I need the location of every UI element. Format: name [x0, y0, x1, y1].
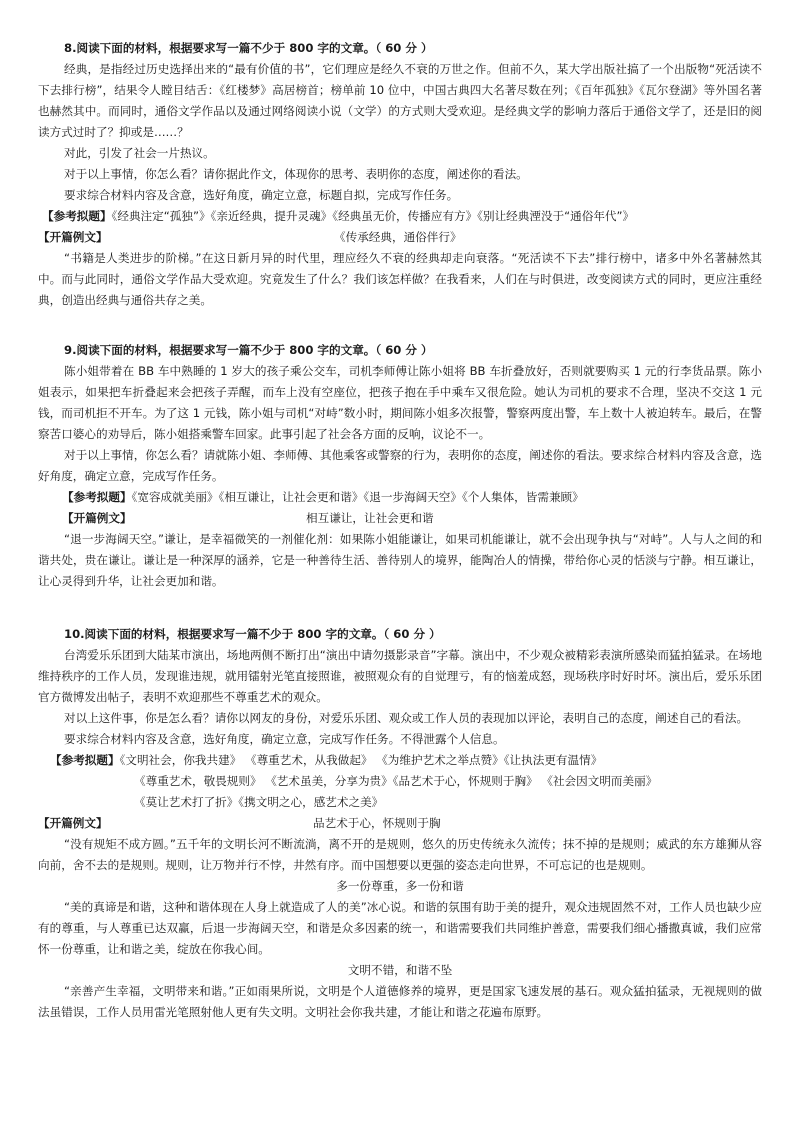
reference-label: 【参考拟题】 — [62, 490, 132, 504]
question-10-reference-titles — [38, 750, 762, 771]
question-10-subtitle-1: 多一份尊重，多一份和谐 — [336, 879, 464, 893]
question-9-title: 9.阅读下面的材料，根据要求写一篇不少于 800 字的文章。（ 60 分 ） — [64, 343, 433, 357]
question-10-example-paragraph-3: “亲善产生幸福，文明带来和谐。”正如雨果所说，文明是个人道德修养的境界，更是国家飞速发展的基石。观众猛拍猛录，无视规则的做法虽错误，工作人员用雷光笔照射他人更有失文明。文明社会你我共建，才能让和谐之花遍布原野。 — [38, 984, 762, 1019]
question-10-requirements: 要求综合材料内容及含意，选好角度，确定立意，完成写作任务。不得泄露个人信息。 — [64, 732, 505, 746]
question-8-title: 8.阅读下面的材料，根据要求写一篇不少于 800 字的文章。（ 60 分 ） — [64, 41, 433, 55]
question-9 — [38, 340, 762, 592]
question-10-title: 10.阅读下面的材料，根据要求写一篇不少于 800 字的文章。（ 60 分 ） — [64, 627, 441, 641]
example-label: 【开篇例文】 — [38, 816, 108, 830]
question-10 — [38, 624, 762, 1023]
question-8 — [38, 38, 762, 311]
question-10-material: 台湾爱乐乐团到大陆某市演出，场地两侧不断打出“演出中请勿摄影录音”字幕。演出中，不少观众被精彩表演所感染而猛拍猛录。在场地维持秩序的工作人员，发现谁违规，就用镭射光笔直接照谁，被照观众有的自觉理亏，有的恼羞成怒，现场秩序时好时坏。演出后，爱乐乐团官方微博发出帖子，表明不欢迎那些不尊重艺术的观众。 — [38, 648, 762, 704]
question-8-material: 经典，是指经过历史选择出来的“最有价值的书”，它们理应是经久不衰的万世之作。但前不久，某大学出版社搞了一个出版物“死活读不下去排行榜”，结果令人瞠目结舌：《红楼梦》高居榜首；榜单前 10 位中，中国古典四大名著尽数在列；《百年孤独》《瓦尔登湖》等外国名著也赫然其中。而同时，通俗文学作品以及通过网络阅读小说（文学）的方式则大受欢迎。是经典文学的影响力落后于通俗文学了，还是旧的阅读方式过时了？抑或是……？ — [38, 62, 762, 139]
question-9-example-text: “退一步海阔天空。”谦让，是幸福微笑的一剂催化剂：如果陈小姐能谦让，如果司机能谦让，就不会出现争执与“对峙”。人与人之间的和谐共处，贵在谦让。谦让是一种深厚的涵养，它是一种善待生活、善待别人的境界，能陶冶人的情操，带给你心灵的恬淡与宁静。相互谦让，让心灵得到升华，让社会更加和谐。 — [38, 532, 762, 588]
example-label: 【开篇例文】 — [62, 511, 132, 525]
question-8-paragraph-2: 对此，引发了社会一片热议。 — [64, 146, 215, 160]
reference-title-list: 《宽容成就美丽》《相互谦让，让社会更和谐》《退一步海阔天空》《个人集体，皆需兼顾》 — [131, 490, 584, 504]
example-title: 品艺术于心，怀规则于胸 — [313, 816, 441, 830]
question-10-paragraph-2: 对以上这件事，你是怎么看？请你以网友的身份，对爱乐乐团、观众或工作人员的表现加以评论，表明自己的态度，阐述自己的看法。 — [64, 711, 749, 725]
question-8-requirements: 要求综合材料内容及含意，选好角度，确定立意，标题自拟，完成写作任务。 — [64, 188, 459, 202]
reference-label: 【参考拟题】 — [42, 209, 112, 223]
question-9-example-header — [38, 508, 762, 529]
question-10-example-paragraph-2: “美的真谛是和谐，这种和谐体现在人身上就造成了人的美”冰心说。和谐的氛围有助于美的提升，观众违规固然不对，工作人员也缺少应有的尊重，与人尊重已达双赢，后退一步海阔天空，和谐是众多因素的统一，和谐需要我们共同维护善意，需要我们细心播撒真诚，我们应常怀一份尊重，让和谐之美，绽放在你我心间。 — [38, 900, 762, 956]
example-label: 【开篇例文】 — [38, 230, 108, 244]
question-10-subtitle-2: 文明不错，和谐不坠 — [347, 963, 453, 977]
question-9-requirements: 对于以上事情，你怎么看？请就陈小姐、李师傅、其他乘客或警察的行为，表明你的态度，阐述你的看法。要求综合材料内容及含意，选好角度，确定立意，完成写作任务。 — [38, 448, 762, 483]
question-8-paragraph-3: 对于以上事情，你怎么看？请你据此作文，体现你的思考、表明你的态度，阐述你的看法。 — [64, 167, 528, 181]
reference-title-line-1: 《文明社会，你我共建》 《尊重艺术，从我做起》 《为维护艺术之举点赞》《让执法更有温情》 — [119, 753, 603, 767]
reference-title-list: 《经典注定“孤独”》《亲近经典，提升灵魂》《经典虽无价，传播应有方》《别让经典湮没于“通俗年代”》 — [111, 209, 635, 223]
question-8-reference-titles — [38, 206, 762, 227]
question-9-reference-titles — [38, 487, 762, 508]
question-10-reference-line-2: 《尊重艺术，敬畏规则》 《艺术虽美，分享为贵》《品艺术于心，怀规则于胸》 《社会因文明而美丽》 — [134, 774, 658, 788]
question-10-reference-line-3: 《莫让艺术打了折》《携文明之心，感艺术之美》 — [134, 795, 384, 809]
question-10-example-header — [38, 813, 762, 834]
question-8-example-text: “书籍是人类进步的阶梯。”在这日新月异的时代里，理应经久不衰的经典却走向衰落。“死活读不下去”排行榜中，诸多中外名著赫然其中。而与此同时，通俗文学作品大受欢迎。究竟发生了什么？我们该怎样做？在我看来，人们在与时俱进，改变阅读方式的同时，更应注重经典，创造出经典与通俗共存之美。 — [38, 251, 762, 307]
example-title: 《传承经典，通俗伴行》 — [334, 230, 462, 244]
question-9-material: 陈小姐带着在 BB 车中熟睡的 1 岁大的孩子乘公交车，司机李师傅让陈小姐将 BB 车折叠放好，否则就要购买 1 元的行李货品票。陈小姐表示，如果把车折叠起来会把孩子弄醒，而车上没有空座位，把孩子抱在手中乘车又很危险。她认为司机的要求不合理，坚决不交这 1 元钱，而司机拒不开车。为了这 1 元钱，陈小姐与司机“对峙”数小时，期间陈小姐多次报警，警察两度出警，车上数十人被迫转车。最后，在警察苦口婆心的劝导后，陈小姐搭乘警车回家。此事引起了社会各方面的反响，议论不一。 — [38, 364, 762, 441]
question-10-example-paragraph-1: “没有规矩不成方圆。”五千年的文明长河不断流淌，离不开的是规则，悠久的历史传统永久流传；抹不掉的是规则；威武的东方雄狮从容向前，舍不去的是规则。规则，让万物并行不悖，井然有序。而中国想要以更强的姿态走向世界，不可忘记的也是规则。 — [38, 837, 762, 872]
reference-label: 【参考拟题】 — [50, 753, 120, 767]
example-title: 相互谦让，让社会更和谐 — [306, 511, 434, 525]
question-8-example-header — [38, 227, 762, 248]
